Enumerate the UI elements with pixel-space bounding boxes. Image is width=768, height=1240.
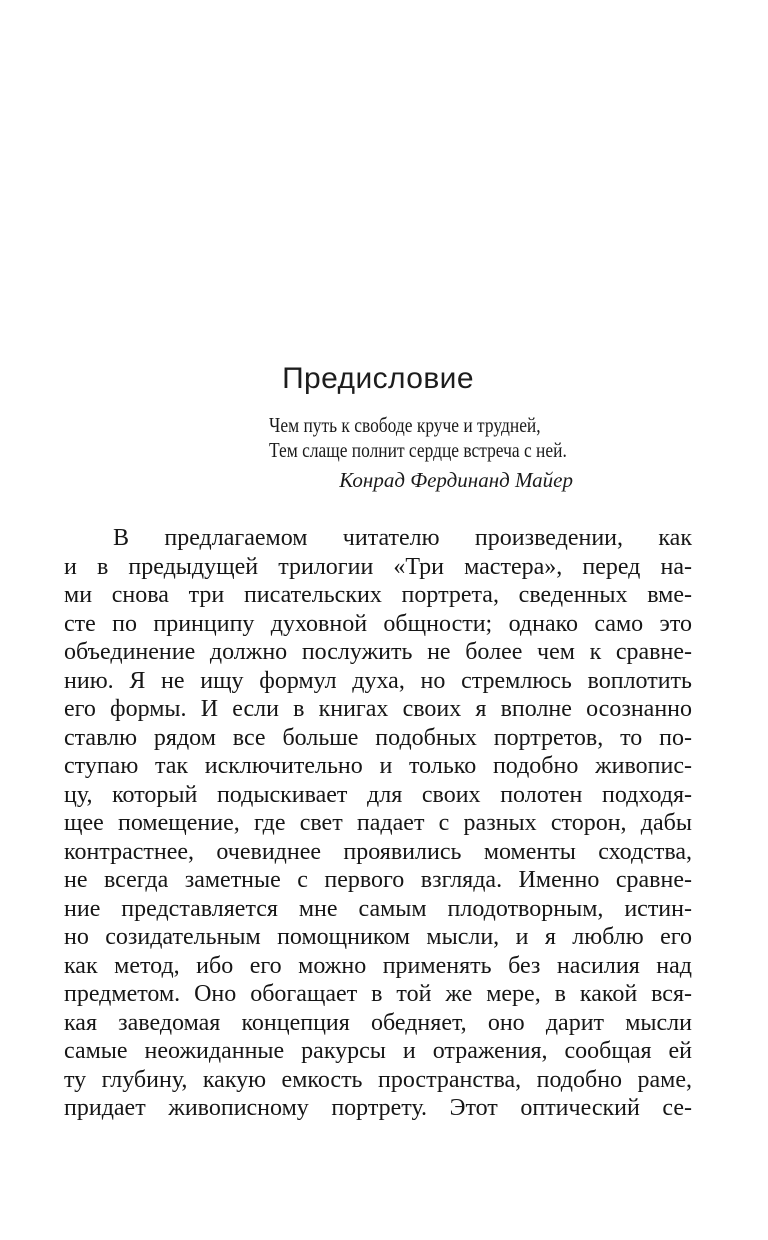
epigraph-attribution: Конрад Фердинанд Майер: [339, 468, 573, 492]
body-text-line: и в предыдущей трилогии «Три мастера», перед на-: [64, 553, 692, 580]
body-text-line: цу, который подыскивает для своих полотен подходя-: [64, 781, 692, 808]
epigraph-line: Чем путь к свободе круче и трудней,: [269, 413, 541, 437]
epigraph: [269, 413, 573, 493]
body-paragraph: [64, 524, 692, 1123]
chapter-title: Предисловие: [282, 362, 474, 395]
body-text-line: но созидательным помощником мысли, и я люблю его: [64, 924, 692, 950]
body-text-line: объединение должно послужить не более чем к сравне-: [64, 639, 692, 665]
body-text-line: самые неожиданные ракурсы и отражения, сообщая ей: [64, 1038, 692, 1064]
body-text-line: В предлагаемом читателю произведении, как: [113, 525, 692, 551]
epigraph-line: Тем слаще полнит сердце встреча с ней.: [269, 438, 567, 462]
body-text-line: кая заведомая концепция обедняет, оно дарит мысли: [64, 1009, 692, 1036]
body-text-line: ми снова три писательских портрета, сведенных вме-: [64, 582, 692, 608]
body-text-line: его формы. И если в книгах своих я вполне осознанно: [64, 696, 692, 722]
body-text-line: как метод, ибо его можно применять без насилия над: [64, 952, 692, 979]
body-text-line: ние представляется мне самым плодотворным, истин-: [64, 895, 692, 922]
body-text-line: сте по принципу духовной общности; однако само это: [64, 610, 692, 637]
body-text-line: ту глубину, какую емкость пространства, подобно раме,: [64, 1066, 692, 1093]
body-text-line: ставлю рядом все больше подобных портретов, то по-: [64, 724, 692, 751]
body-text-line: ступаю так исключительно и только подобно живопис-: [64, 753, 692, 779]
body-text-line: контрастнее, очевиднее проявились моменты сходства,: [64, 838, 692, 865]
body-text-line: щее помещение, где свет падает с разных сторон, дабы: [64, 810, 692, 836]
body-text-line: предметом. Оно обогащает в той же мере, в какой вся-: [64, 981, 692, 1007]
body-text-line: не всегда заметные с первого взгляда. Именно сравне-: [64, 867, 692, 893]
body-text-line: нию. Я не ищу формул духа, но стремлюсь воплотить: [64, 667, 692, 694]
body-text-line: придает живописному портрету. Этот оптический се-: [64, 1095, 692, 1121]
